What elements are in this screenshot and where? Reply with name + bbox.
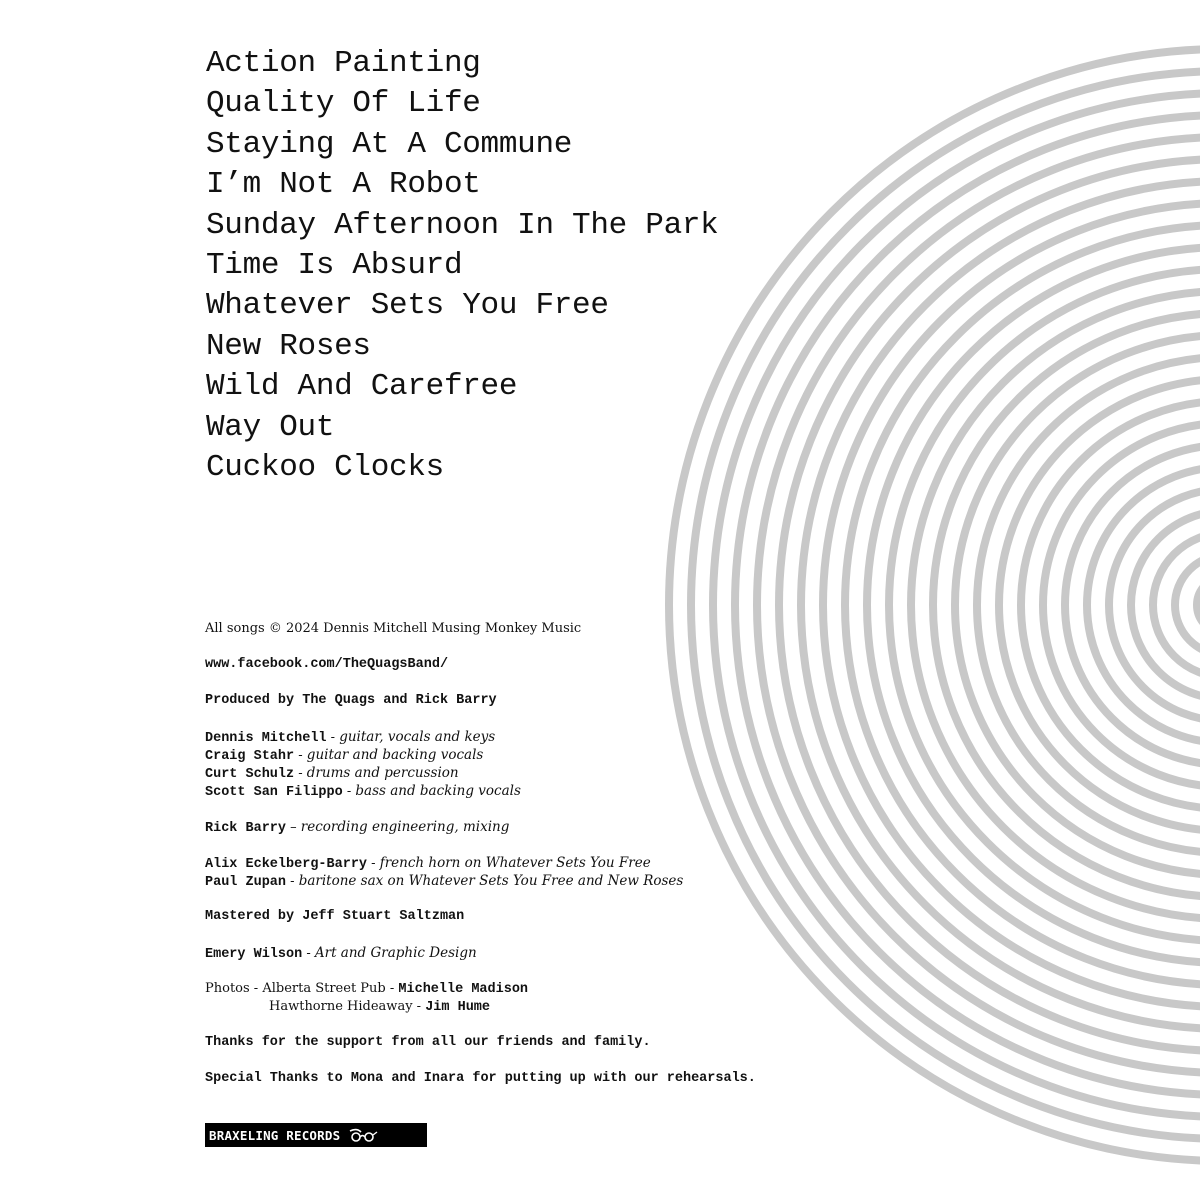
record-label-name: BRAXELING RECORDS [209, 1127, 341, 1143]
track-title: Way Out [206, 409, 335, 445]
track-title: Sunday Afternoon In The Park [206, 207, 719, 243]
photo-credit-prefix: Photos - [205, 981, 263, 996]
credit-name: Scott San Filippo [205, 785, 343, 800]
band-member-credit [205, 728, 765, 746]
credit-role: guitar and backing vocals [306, 747, 484, 763]
track-title: Cuckoo Clocks [206, 449, 444, 485]
photographer-name: Michelle Madison [398, 982, 529, 997]
credit-name: Craig Stahr [205, 749, 295, 764]
photo-credit [205, 998, 765, 1016]
label-glasses-logo-icon [348, 1126, 378, 1144]
credit-separator: - [286, 874, 299, 889]
photographer-name: Jim Hume [425, 1000, 491, 1015]
credit-separator: - [342, 784, 356, 799]
website-link[interactable]: www.facebook.com/TheQuagsBand/ [205, 657, 449, 672]
credit-separator: – [286, 820, 301, 835]
record-label-badge [205, 1123, 427, 1147]
track-title: Action Painting [206, 46, 481, 81]
producer-credit: Produced by The Quags and Rick Barry [205, 693, 497, 708]
special-thanks-note: Special Thanks to Mona and Inara for putting up with our rehearsals. [205, 1071, 756, 1086]
credit-role: french horn on Whatever Sets You Free [379, 855, 651, 871]
copyright-notice: All songs © 2024 Dennis Mitchell Musing Monkey Music [205, 621, 582, 636]
design-credit [205, 944, 765, 962]
credit-separator: - [302, 946, 315, 961]
mastering-credit: Mastered by Jeff Stuart Saltzman [205, 909, 465, 924]
guest-credit [205, 854, 765, 872]
photo-venue: Alberta Street Pub - [262, 981, 399, 996]
credits-block [205, 620, 765, 1088]
track-title: Quality Of Life [206, 86, 481, 122]
track-title: Wild And Carefree [206, 369, 518, 405]
photo-venue: Hawthorne Hideaway - [269, 999, 426, 1014]
credit-role: recording engineering, mixing [300, 819, 510, 835]
credit-separator: - [367, 856, 380, 871]
credit-name: Curt Schulz [205, 767, 295, 782]
band-member-credit [205, 782, 765, 800]
credit-name: Emery Wilson [205, 947, 303, 962]
band-member-credit [205, 764, 765, 782]
credit-separator: - [294, 748, 307, 763]
engineer-credit [205, 818, 765, 836]
track-title: I’m Not A Robot [206, 167, 481, 203]
tracklist [206, 44, 719, 488]
credit-name: Alix Eckelberg-Barry [205, 857, 368, 872]
credit-role: guitar, vocals and keys [339, 729, 496, 745]
credit-separator: - [326, 730, 340, 745]
guest-credit [205, 872, 765, 890]
credit-role: drums and percussion [306, 765, 459, 781]
ring [1087, 467, 1200, 743]
credit-separator: - [294, 766, 307, 781]
band-member-credit [205, 746, 765, 764]
credit-role: bass and backing vocals [355, 783, 521, 799]
thanks-note: Thanks for the support from all our friends and family. [205, 1035, 651, 1050]
credit-name: Rick Barry [205, 821, 287, 836]
track-title: Time Is Absurd [206, 247, 463, 283]
credit-role: baritone sax on Whatever Sets You Free and New Roses [298, 873, 684, 889]
credit-name: Paul Zupan [205, 875, 287, 890]
track-title: New Roses [206, 328, 371, 364]
credit-role: Art and Graphic Design [314, 945, 477, 961]
photo-credit [205, 980, 765, 998]
credit-name: Dennis Mitchell [205, 731, 327, 746]
track-title: Staying At A Commune [206, 126, 573, 162]
track-title: Whatever Sets You Free [206, 288, 609, 324]
ring [955, 335, 1200, 875]
